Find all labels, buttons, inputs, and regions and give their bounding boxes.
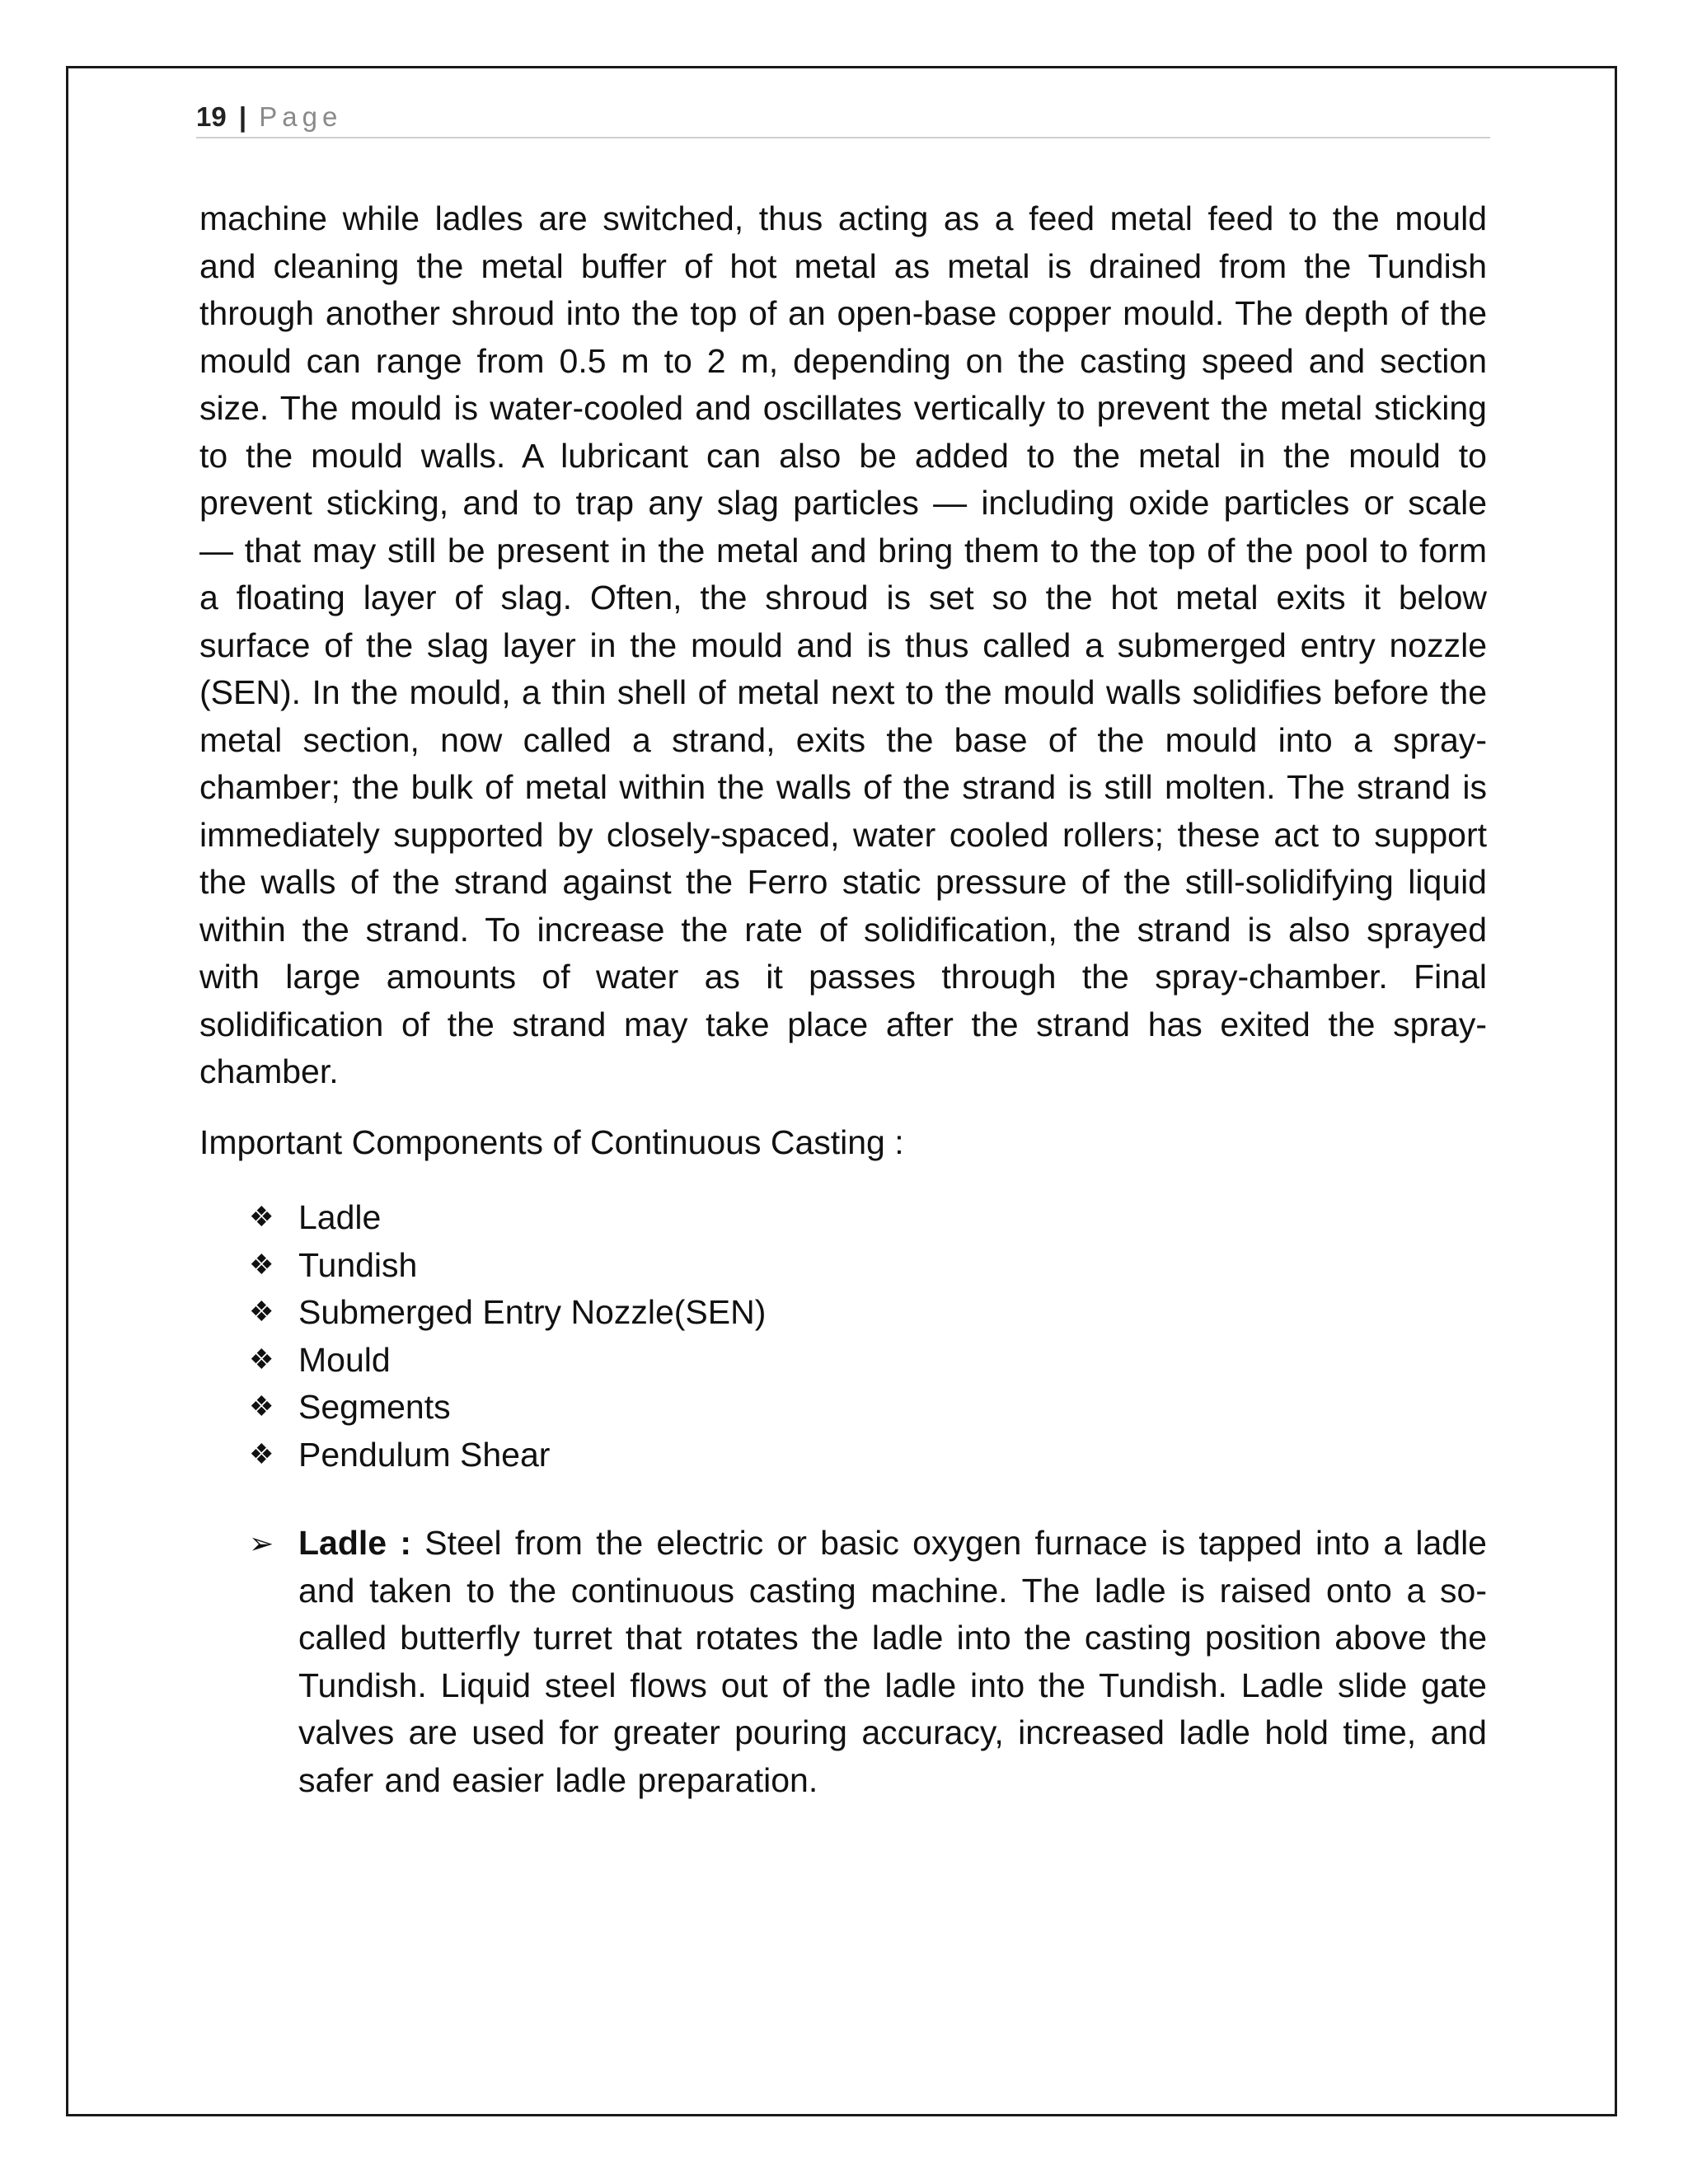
- list-item: [249, 1289, 1487, 1337]
- diamond-bullet-icon: ❖: [249, 1249, 274, 1281]
- component-label: Pendulum Shear: [298, 1435, 551, 1474]
- diamond-bullet-icon: ❖: [249, 1438, 274, 1470]
- list-item: [249, 1432, 1487, 1479]
- list-item: [249, 1242, 1487, 1290]
- component-label: Mould: [298, 1340, 391, 1379]
- component-list: [199, 1194, 1487, 1479]
- ladle-section-body: Steel from the electric or basic oxygen furnace is tapped into a ladle and taken to the continuous casting machine. The ladle is raised onto a so-called butterfly turret that rotates the ladle into the casting position above the Tundish. Liquid steel flows out of the ladle into the Tundish. Ladle slide gate valves are used for greater pouring accuracy, increased ladle hold time, and safer and easier ladle preparation.: [298, 1524, 1487, 1799]
- ladle-section-text: [298, 1520, 1487, 1804]
- header-separator: |: [238, 101, 247, 132]
- component-label: Submerged Entry Nozzle(SEN): [298, 1293, 767, 1331]
- arrow-right-icon: ➢: [249, 1526, 274, 1560]
- component-label: Segments: [298, 1388, 451, 1426]
- components-title: Important Components of Continuous Casting :: [199, 1122, 904, 1161]
- list-item: [249, 1337, 1487, 1385]
- page-number: 19: [196, 101, 227, 132]
- diamond-bullet-icon: ❖: [249, 1202, 274, 1233]
- page-content: [199, 195, 1487, 1804]
- list-item: [249, 1384, 1487, 1432]
- diamond-bullet-icon: ❖: [249, 1391, 274, 1422]
- diamond-bullet-icon: ❖: [249, 1296, 274, 1328]
- page-word: Page: [259, 101, 343, 132]
- diamond-bullet-icon: ❖: [249, 1343, 274, 1376]
- component-label: Ladle: [298, 1198, 382, 1236]
- component-label: Tundish: [298, 1245, 418, 1284]
- ladle-section: [199, 1520, 1487, 1804]
- list-item: [249, 1194, 1487, 1242]
- page-header: [196, 99, 1490, 138]
- ladle-section-title: Ladle :: [298, 1524, 411, 1562]
- body-paragraph: machine while ladles are switched, thus acting as a feed metal feed to the mould and cleaning the metal buffer of hot metal as metal is drained from the Tundish through another shroud into the top of an open-base copper mould. The depth of the mould can range from 0.5 m to 2 m, depending on the casting speed and section size. The mould is water-cooled and oscillates vertically to prevent the metal sticking to the mould walls. A lubricant can also be added to the metal in the mould to prevent sticking, and to trap any slag particles — including oxide particles or scale — that may still be present in the metal and bring them to the top of the pool to form a floating layer of slag. Often, the shroud is set so the hot metal exits it below surface of the slag layer in the mould and is thus called a submerged entry nozzle (SEN). In the mould, a thin shell of metal next to the mould walls solidifies before the metal section, now called a strand, exits the base of the mould into a spray-chamber; the bulk of metal within the walls of the strand is still molten. The strand is immediately supported by closely-spaced, water cooled rollers; these act to support the walls of the strand against the Ferro static pressure of the still-solidifying liquid within the strand. To increase the rate of solidification, the strand is also sprayed with large amounts of water as it passes through the spray-chamber. Final solidification of the strand may take place after the strand has exited the spray-chamber.: [199, 199, 1487, 1090]
